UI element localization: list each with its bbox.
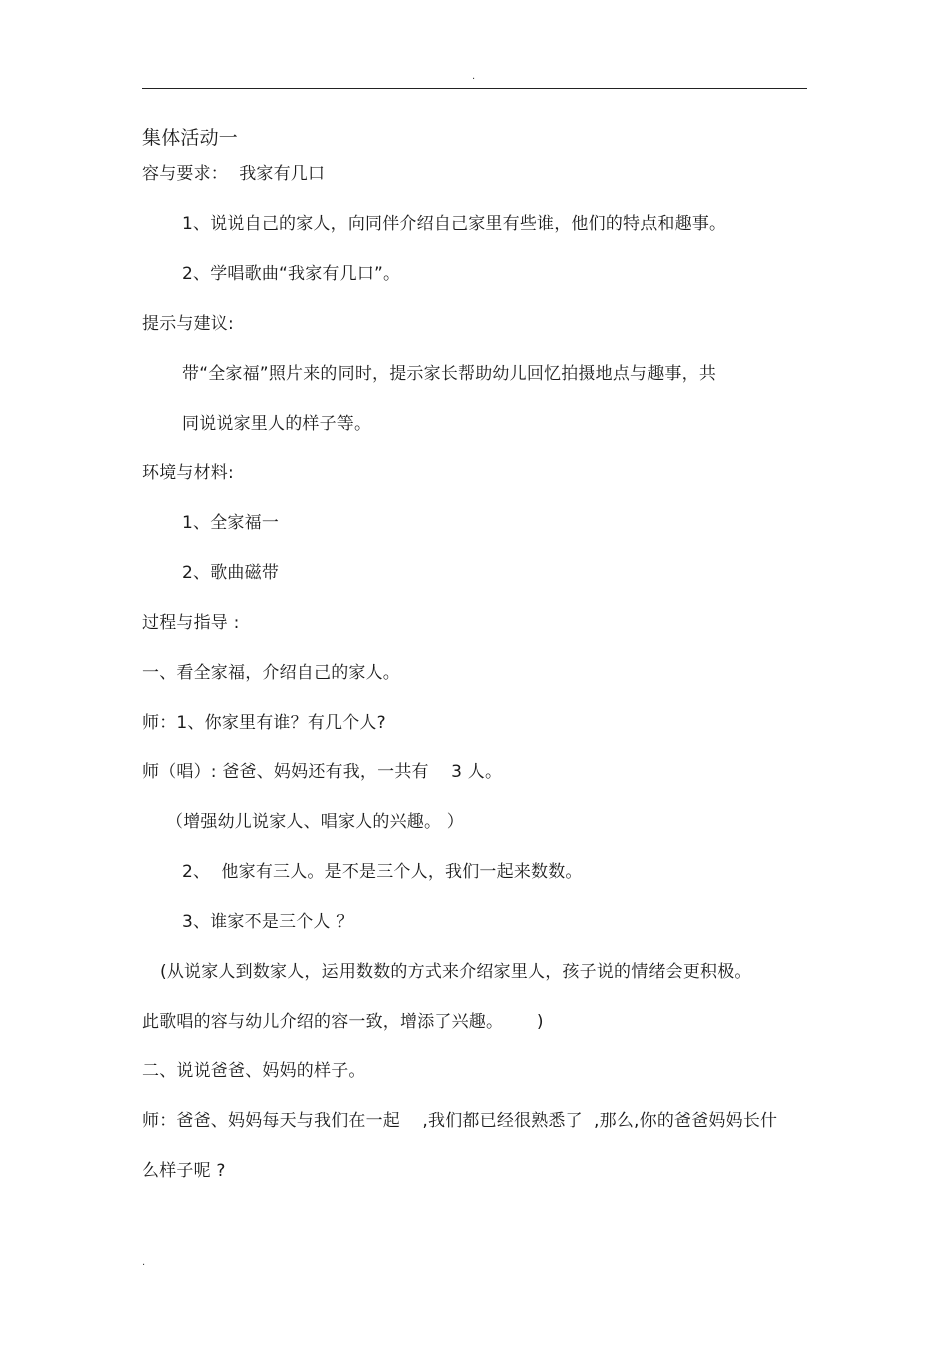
requirement-item-1: 1、说说自己的家人，向同伴介绍自己家里有些谁，他们的特点和趣事。 [182,214,727,234]
process-heading: 过程与指导 : [142,613,240,633]
teacher-question-1: 师：1、你家里有谁？有几个人? [142,713,386,733]
note-2-line-1: (从说家人到数家人，运用数数的方式来介绍家里人，孩子说的情绪会更积极。 [160,962,752,982]
question-2: 2、 他家有三人。是不是三个人，我们一起来数数。 [182,862,583,882]
materials-item-2: 2、歌曲磁带 [182,563,280,583]
requirement-item-2: 2、学唱歌曲“我家有几口”。 [182,264,401,284]
tips-text-line-2: 同说说家里人的样子等。 [182,414,372,434]
footer-mark: . [142,1257,146,1268]
teacher-question-3-line-1: 师：爸爸、妈妈每天与我们在一起 ,我们都已经很熟悉了 ,那么,你的爸爸妈妈长什 [142,1111,778,1131]
tips-heading: 提示与建议: [142,314,234,334]
tips-text-line-1: 带“全家福”照片来的同时，提示家长帮助幼儿回忆拍摄地点与趣事，共 [182,364,717,384]
materials-heading: 环境与材料: [142,463,234,483]
step-1-heading: 一、看全家福，介绍自己的家人。 [142,663,400,683]
header-rule [142,88,807,89]
activity-title: 集体活动一 [142,127,239,149]
content-requirements-heading: 容与要求： 我家有几口 [142,164,326,184]
teacher-singing-line: 师（唱）: 爸爸、妈妈还有我，一共有 3 人。 [142,762,503,782]
note-2-line-2: 此歌唱的容与幼儿介绍的容一致，增添了兴趣。 ) [142,1012,544,1032]
header-mark: . [472,71,476,82]
question-3: 3、谁家不是三个人 ？ [182,912,354,932]
materials-item-1: 1、全家福一 [182,513,280,533]
step-2-heading: 二、说说爸爸、妈妈的样子。 [142,1061,366,1081]
note-1: （增强幼儿说家人、唱家人的兴趣。 ） [166,812,465,832]
teacher-question-3-line-2: 么样子呢 ? [142,1161,226,1181]
